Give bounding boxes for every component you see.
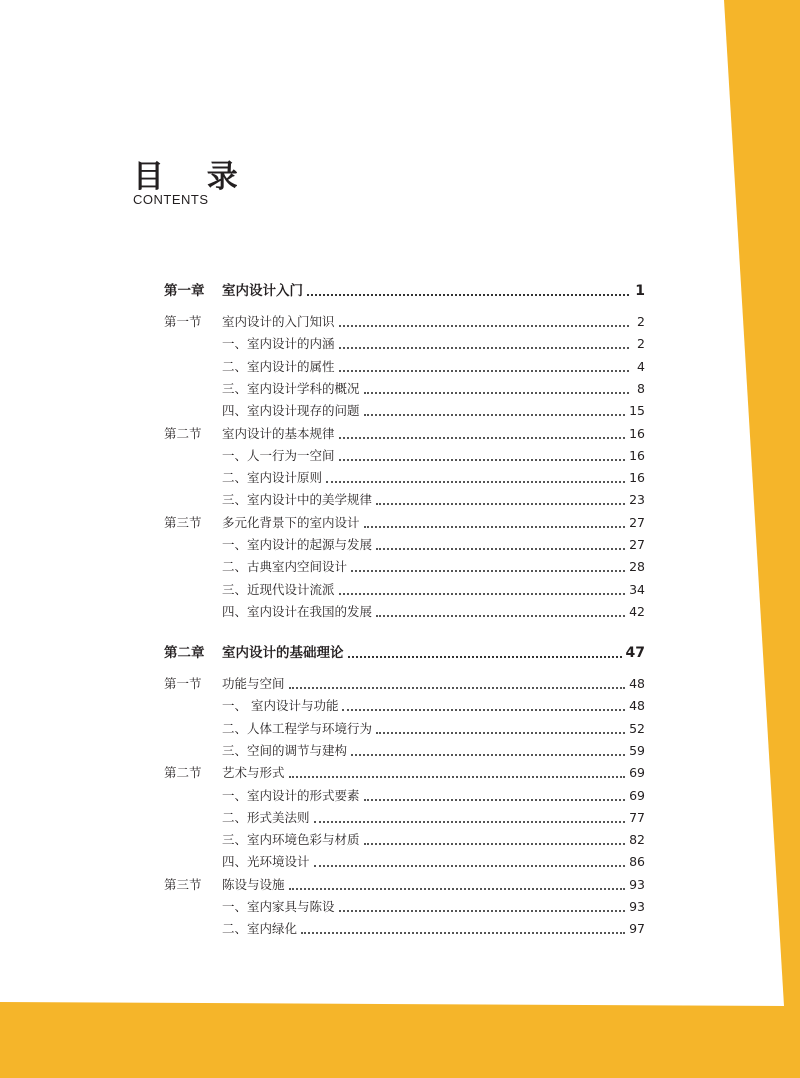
item-title: 一、室内设计的起源与发展 (222, 537, 373, 552)
item-row[interactable] (164, 897, 645, 917)
page-number: 69 (629, 787, 645, 803)
page-number: 69 (629, 765, 645, 781)
page-number: 28 (629, 559, 645, 575)
dot-leader (339, 437, 626, 439)
section-number: 第三节 (164, 514, 202, 530)
section-row[interactable] (164, 875, 645, 895)
section-title: 多元化背景下的室内设计 (222, 514, 360, 530)
section-title: 陈设与设施 (222, 876, 285, 892)
chapter-row[interactable] (164, 643, 645, 663)
page-number: 16 (629, 425, 645, 441)
dot-leader (376, 503, 625, 505)
section-title: 室内设计的入门知识 (222, 314, 335, 329)
dot-leader (376, 548, 625, 550)
item-title: 二、古典室内空间设计 (222, 559, 348, 575)
item-row[interactable] (164, 602, 645, 622)
item-row[interactable] (164, 401, 645, 421)
page-number: 34 (629, 581, 645, 597)
section-number: 第二节 (164, 765, 202, 781)
item-row[interactable] (164, 468, 645, 488)
section-number: 第三节 (164, 876, 202, 892)
item-title: 二、室内设计原则 (222, 470, 323, 486)
page-number: 86 (629, 854, 645, 870)
section-title: 艺术与形式 (222, 765, 285, 781)
item-row[interactable] (164, 808, 645, 828)
chapter-number: 第一章 (164, 283, 205, 299)
dot-leader (326, 481, 625, 483)
chapter-row[interactable] (164, 281, 645, 301)
item-row[interactable] (164, 719, 645, 739)
item-title: 三、室内设计中的美学规律 (222, 492, 373, 508)
item-title: 四、室内设计在我国的发展 (222, 603, 373, 619)
page-number: 23 (629, 492, 645, 508)
item-row[interactable] (164, 919, 645, 939)
dot-leader (364, 843, 626, 845)
dot-leader (351, 570, 625, 572)
item-title: 一、 室内设计与功能 (222, 698, 339, 714)
item-row[interactable] (164, 557, 645, 577)
dot-leader (348, 656, 622, 658)
dot-leader (364, 799, 626, 801)
page-number: 8 (637, 380, 645, 396)
item-title: 一、室内设计的形式要素 (222, 787, 360, 803)
section-row[interactable] (164, 763, 645, 783)
dot-leader (342, 709, 625, 711)
dot-leader (339, 459, 626, 461)
page-number: 2 (637, 314, 645, 329)
item-row[interactable] (164, 490, 645, 510)
item-title: 二、人体工程学与环境行为 (222, 720, 373, 736)
section-row[interactable] (164, 312, 645, 332)
page-number: 93 (629, 876, 645, 892)
dot-leader (376, 615, 625, 617)
dot-leader (289, 888, 626, 890)
item-row[interactable] (164, 357, 645, 377)
section-number: 第一节 (164, 314, 202, 329)
chapter-number: 第二章 (164, 645, 205, 661)
item-title: 二、室内绿化 (222, 921, 298, 937)
item-title: 一、室内设计的内涵 (222, 336, 335, 352)
section-row[interactable] (164, 424, 645, 444)
item-row[interactable] (164, 334, 645, 354)
page-number: 48 (629, 698, 645, 714)
dot-leader (314, 821, 626, 823)
page-number: 16 (629, 447, 645, 463)
item-title: 三、室内设计学科的概况 (222, 380, 360, 396)
page-number: 2 (637, 336, 645, 352)
item-title: 三、空间的调节与建构 (222, 742, 348, 758)
page-number: 48 (629, 676, 645, 691)
item-title: 二、室内设计的属性 (222, 358, 335, 374)
dot-leader (351, 754, 625, 756)
dot-leader (301, 932, 625, 934)
item-title: 一、人一行为一空间 (222, 447, 335, 463)
section-title: 室内设计的基本规律 (222, 425, 335, 441)
item-row[interactable] (164, 580, 645, 600)
page-number: 16 (629, 470, 645, 486)
dot-leader (289, 776, 626, 778)
page-number: 97 (629, 921, 645, 937)
item-row[interactable] (164, 696, 645, 716)
item-row[interactable] (164, 535, 645, 555)
dot-leader (376, 732, 625, 734)
item-row[interactable] (164, 786, 645, 806)
page-number: 27 (629, 514, 645, 530)
item-title: 三、室内环境色彩与材质 (222, 832, 360, 848)
dot-leader (314, 865, 626, 867)
page-number: 15 (629, 403, 645, 419)
dot-leader (364, 392, 629, 394)
page-number: 82 (629, 832, 645, 848)
dot-leader (364, 526, 626, 528)
chapter-title: 室内设计入门 (222, 283, 303, 299)
page-number: 42 (629, 603, 645, 619)
page-number: 47 (625, 645, 645, 661)
item-title: 三、近现代设计流派 (222, 581, 335, 597)
page-title: 目 录 (133, 159, 254, 195)
dot-leader (289, 687, 626, 689)
dot-leader (339, 910, 626, 912)
page-number: 4 (637, 358, 645, 374)
section-title: 功能与空间 (222, 676, 285, 691)
dot-leader (364, 414, 626, 416)
item-title: 一、室内家具与陈设 (222, 899, 335, 914)
section-number: 第一节 (164, 676, 202, 691)
toc-heading (133, 160, 254, 208)
item-title: 四、光环境设计 (222, 854, 310, 870)
page-number: 93 (629, 899, 645, 914)
page-number: 1 (635, 283, 645, 299)
item-row[interactable] (164, 446, 645, 466)
item-row[interactable] (164, 379, 645, 399)
section-row[interactable] (164, 674, 645, 694)
item-title: 四、室内设计现存的问题 (222, 403, 360, 419)
item-row[interactable] (164, 741, 645, 761)
dot-leader (339, 593, 626, 595)
section-row[interactable] (164, 513, 645, 533)
dot-leader (307, 294, 629, 296)
item-title: 二、形式美法则 (222, 809, 310, 825)
dot-leader (339, 347, 629, 349)
section-number: 第二节 (164, 425, 202, 441)
page-number: 52 (629, 720, 645, 736)
page-number: 59 (629, 742, 645, 758)
item-row[interactable] (164, 830, 645, 850)
dot-leader (339, 370, 629, 372)
page-number: 77 (629, 809, 645, 825)
chapter-title: 室内设计的基础理论 (222, 645, 344, 661)
page-subtitle: CONTENTS (133, 192, 209, 207)
page-number: 27 (629, 537, 645, 552)
dot-leader (339, 325, 629, 327)
item-row[interactable] (164, 852, 645, 872)
